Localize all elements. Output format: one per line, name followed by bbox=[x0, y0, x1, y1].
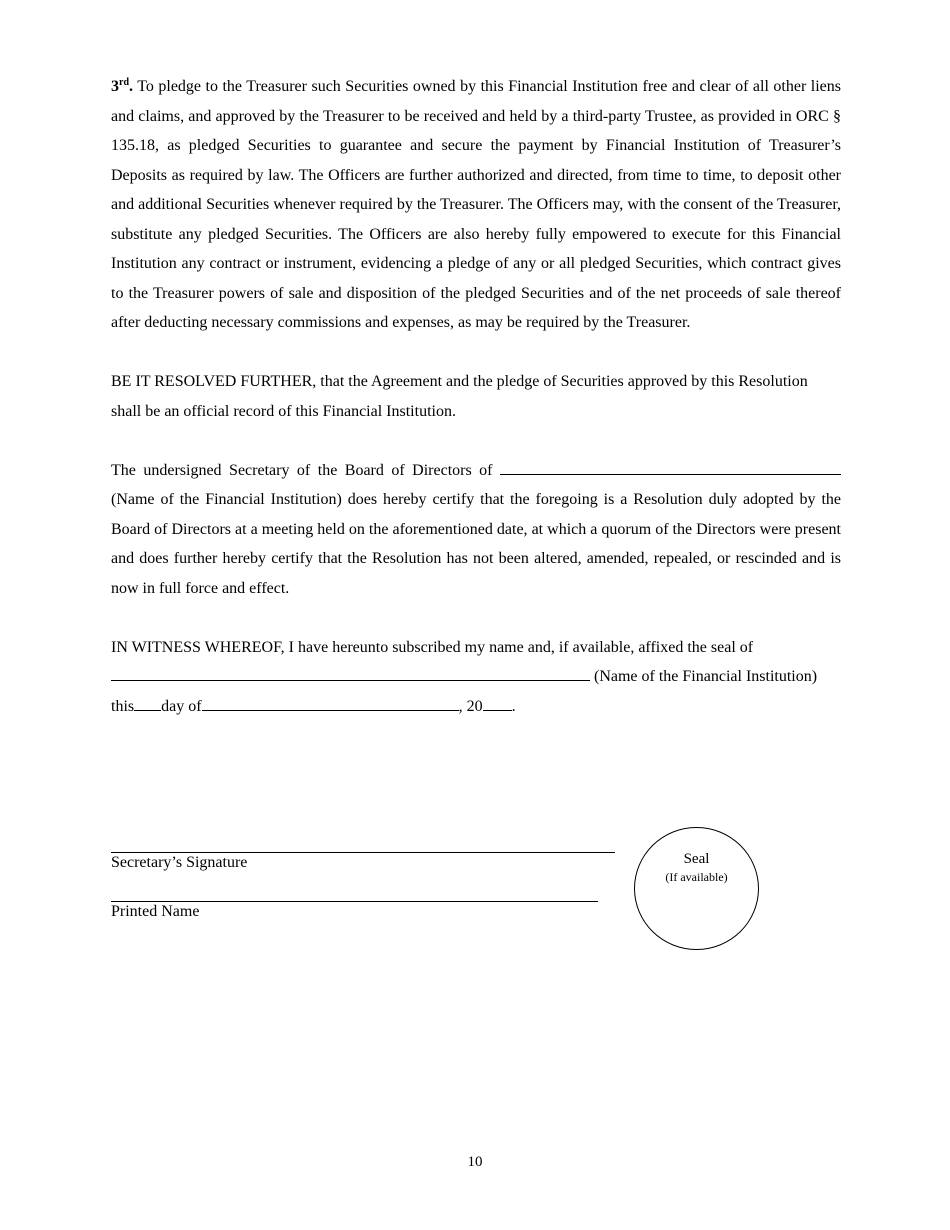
printed-name-line[interactable] bbox=[111, 901, 598, 902]
year-blank[interactable] bbox=[483, 696, 512, 711]
secretary-signature-label: Secretary’s Signature bbox=[111, 854, 248, 871]
date-this-label: this bbox=[111, 697, 135, 715]
document-body bbox=[111, 72, 841, 721]
secretary-signature-line[interactable] bbox=[111, 852, 615, 853]
month-blank[interactable] bbox=[202, 696, 459, 711]
item-text: To pledge to the Treasurer such Securities owned by this Financial Institution free and clear of all other liens and claims, and approved by the Treasurer to be received and held by a third-party Trustee, as provided in ORC § 135.18, as pledged Securities to guarantee and secure the payment by Financial Institution of Treasurer’s Deposits as required by law. The Officers are further authorized and directed, from time to time, to deposit other and additional Securities whenever required by the Treasurer. The Officers may, with the consent of the Treasurer, substitute any pledged Securities. The Officers are also hereby fully empowered to execute for this Financial Institution any contract or instrument, evidencing a pledge of any or all pledged Securities, which contract gives to the Treasurer powers of sale and disposition of the pledged Securities and of the net proceeds of sale thereof after deducting necessary commissions and expenses, as may be required by the Treasurer. bbox=[111, 78, 841, 331]
date-year-prefix: , 20 bbox=[458, 697, 483, 715]
resolved-further-paragraph: BE IT RESOLVED FURTHER, that the Agreement and the pledge of Securities approved by this Resolution shall be an official record of this Financial Institution. bbox=[111, 373, 808, 420]
date-day-of-label: day of bbox=[161, 697, 202, 715]
witness-institution-label: (Name of the Financial Institution) bbox=[594, 668, 818, 685]
date-end: . bbox=[511, 697, 516, 715]
witness-lead-in: IN WITNESS WHEREOF, I have hereunto subscribed my name and, if available, affixed the seal of bbox=[111, 638, 754, 656]
page-number: 10 bbox=[467, 1154, 483, 1170]
certification-body: (Name of the Financial Institution) does hereby certify that the foregoing is a Resolution duly adopted by the Board of Directors at a meeting held on the aforementioned date, at which a quorum of the Directors were present and does further hereby certify that the Resolution has not been altered, amended, repealed, or rescinded and is now in full force and effect. bbox=[111, 491, 841, 597]
certification-paragraph bbox=[111, 456, 841, 604]
signature-block bbox=[111, 852, 615, 921]
printed-name-label: Printed Name bbox=[111, 903, 200, 920]
item-numeral: 3rd. bbox=[111, 77, 133, 95]
witness-paragraph bbox=[111, 633, 841, 722]
witness-institution-blank[interactable] bbox=[111, 666, 590, 681]
seal-subtitle: (If available) bbox=[665, 870, 728, 884]
institution-name-blank[interactable] bbox=[500, 460, 841, 475]
resolution-item-3 bbox=[111, 72, 841, 338]
certification-lead-in: The undersigned Secretary of the Board of Directors of bbox=[111, 461, 493, 479]
seal-circle bbox=[634, 827, 759, 950]
seal-title: Seal bbox=[683, 851, 710, 867]
day-blank[interactable] bbox=[134, 696, 161, 711]
